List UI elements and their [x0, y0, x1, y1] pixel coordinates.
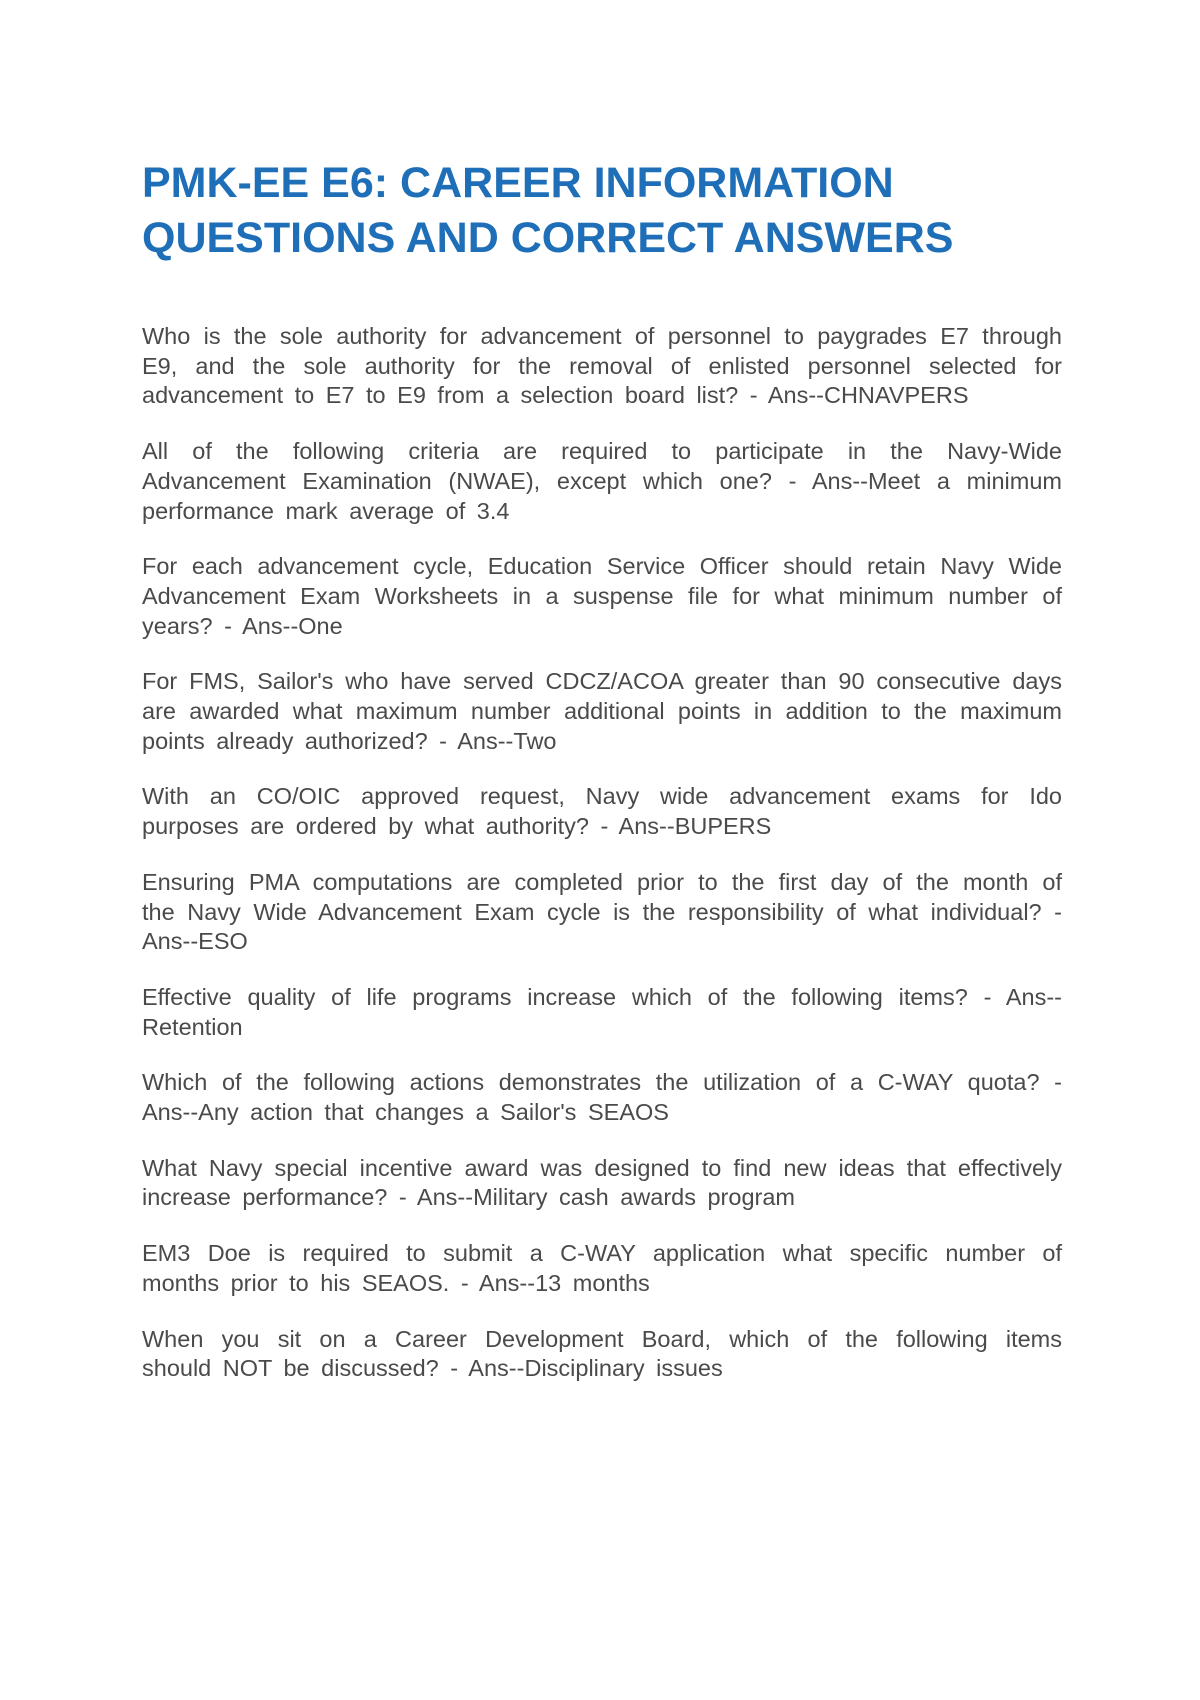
- document-title: PMK-EE E6: CAREER INFORMATION QUESTIONS AND CORRECT ANSWERS: [142, 159, 954, 262]
- question-text: Effective quality of life programs increase which of the following items? - Ans--: [142, 983, 1062, 1010]
- qa-item: [142, 782, 1062, 841]
- question-text: What Navy special incentive award was designed to find new ideas that effectively increase performance? - Ans--: [142, 1154, 1062, 1211]
- answer-text: ESO: [198, 928, 248, 955]
- qa-item: [142, 437, 1062, 526]
- answer-text: Two: [513, 727, 557, 754]
- answer-text: Retention: [142, 1013, 243, 1040]
- qa-item: [142, 983, 1062, 1042]
- answer-text: Disciplinary issues: [524, 1355, 723, 1382]
- qa-item: [142, 1068, 1062, 1127]
- answer-text: One: [298, 612, 343, 639]
- answer-text: Military cash awards program: [473, 1184, 795, 1211]
- question-text: EM3 Doe is required to submit a C-WAY application what specific number of months prior to his SEAOS. - Ans--: [142, 1240, 1062, 1296]
- qa-item: [142, 868, 1062, 957]
- answer-text: 13 months: [535, 1269, 650, 1296]
- question-text: When you sit on a Career Development Board, which of the following items should NOT be discussed? - Ans--: [142, 1325, 1062, 1382]
- answer-text: Meet a minimum performance mark average of 3.4: [142, 467, 1062, 524]
- qa-list: [142, 322, 1062, 1410]
- question-text: All of the following criteria are required to participate in the Navy-Wide Advancement Examination (NWAE), except which one? - Ans--: [142, 438, 1062, 494]
- qa-item: [142, 1239, 1062, 1298]
- qa-item: [142, 552, 1062, 641]
- qa-item: [142, 1154, 1062, 1213]
- qa-item: [142, 322, 1062, 411]
- answer-text: BUPERS: [674, 813, 772, 840]
- answer-text: CHNAVPERS: [823, 382, 969, 409]
- question-text: Ensuring PMA computations are completed prior to the first day of the month of the Navy Wide Advancement Exam cycle is the responsibility of what individual? - Ans--: [142, 868, 1062, 955]
- qa-item: [142, 667, 1062, 756]
- question-text: With an CO/OIC approved request, Navy wide advancement exams for Ido purposes are ordered by what authority? - Ans--: [142, 783, 1062, 840]
- question-text: Which of the following actions demonstrates the utilization of a C-WAY quota? - Ans--: [142, 1069, 1062, 1126]
- question-text: For each advancement cycle, Education Service Officer should retain Navy Wide Advancement Exam Worksheets in a suspense file for what minimum number of years? - Ans--: [142, 553, 1062, 639]
- question-text: Who is the sole authority for advancement of personnel to paygrades E7 through E9, and the sole authority for the removal of enlisted personnel selected for advancement to E7 to E9 from a selection board list? - Ans--: [142, 323, 1062, 409]
- answer-text: Any action that changes a Sailor's SEAOS: [198, 1099, 669, 1126]
- qa-item: [142, 1325, 1062, 1384]
- question-text: For FMS, Sailor's who have served CDCZ/ACOA greater than 90 consecutive days are awarded what maximum number additional points in addition to the maximum points already authorized? - Ans--: [142, 668, 1062, 754]
